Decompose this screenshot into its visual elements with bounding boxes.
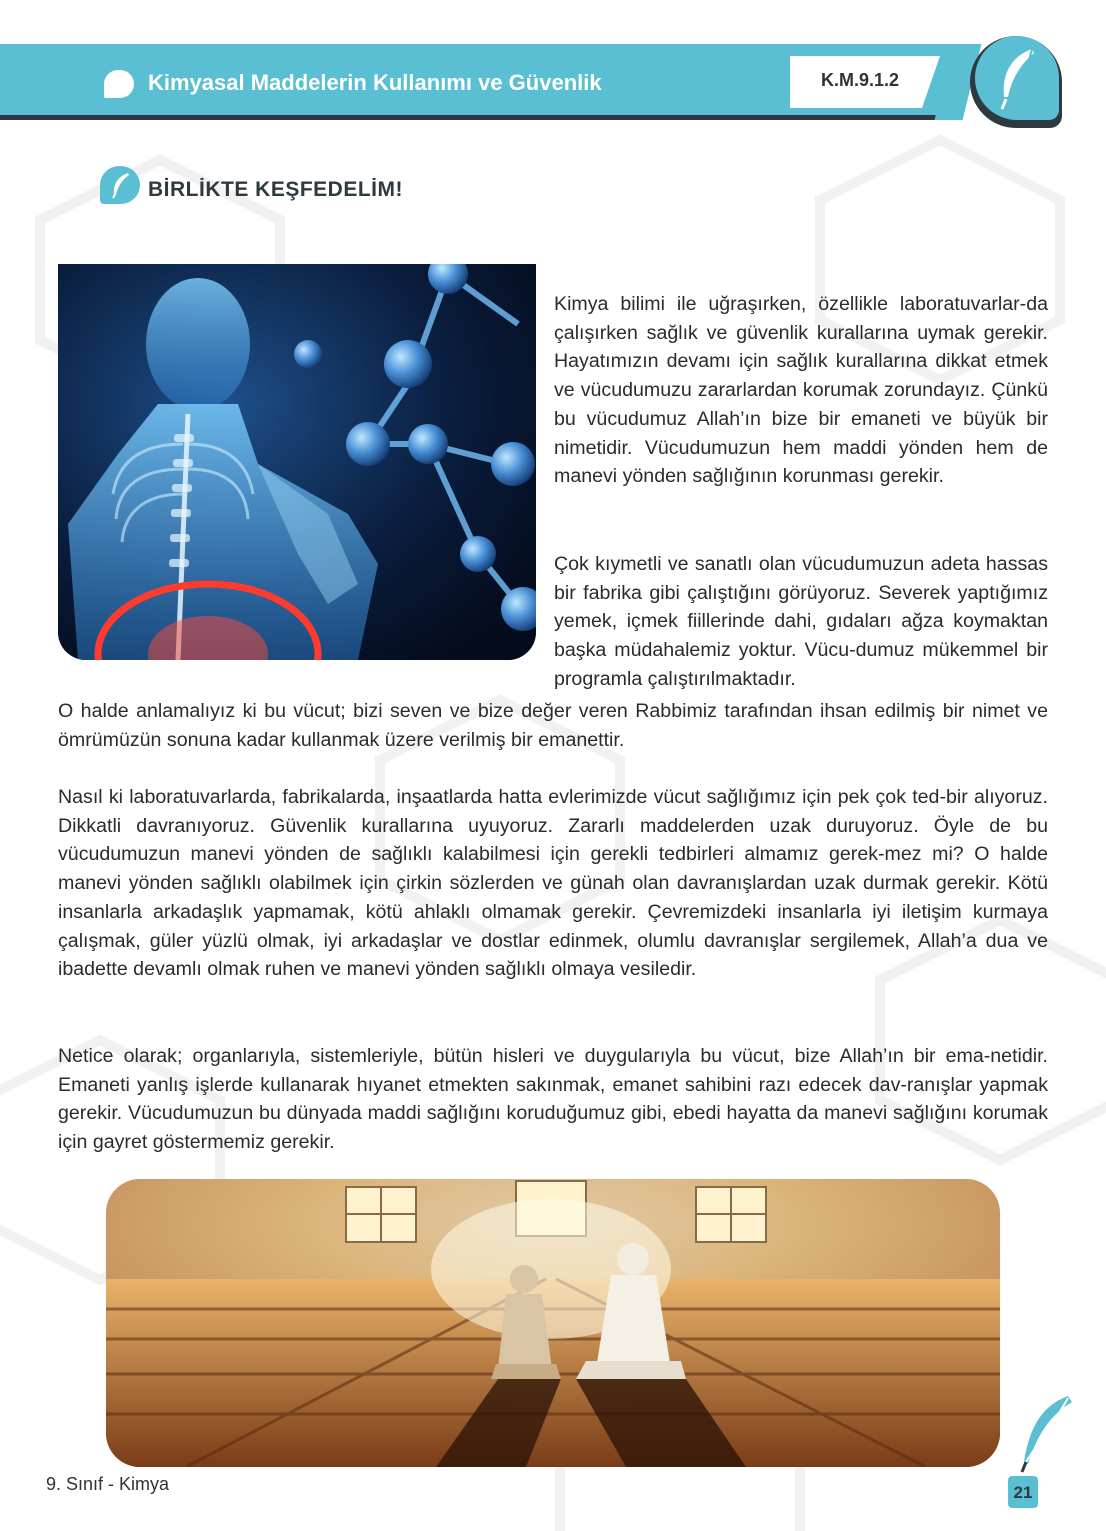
quill-icon bbox=[100, 166, 140, 204]
paragraph-1: Kimya bilimi ile uğraşırken, özellikle laboratuvarlar-da çalışırken sağlık ve güvenlik kurallarına uymak gerekir. Hayatımızın devamı için sağlık kurallarına dikkat etmek ve vücudumuzu zararlardan korumak zorundayız. Çünkü bu vücudumuz Allah’ın bize bir emaneti ve büyük bir nimetidir. Vücudumuzun hem maddi yönden hem de manevi yönden sağlığının korunması gerekir. bbox=[554, 293, 1048, 488]
section-title: BİRLİKTE KEŞFEDELİM! bbox=[148, 178, 403, 201]
paragraph-4: Netice olarak; organlarıyla, sistemleriyle, bütün hisleri ve duygularıyla bu vücut, bize Allah’ın bir ema-netidir. Emaneti yanlış işlerde kullanarak hıyanet etmekten sakınmak, emanet sahibini razı edecek dav-ranışlar yapmak gerekir. Vücudumuzun bu dünyada maddi sağlığını koruduğumuz gibi, ebedi hayatta da manevi sağlığını korumak için gayret göstermemiz gerekir. bbox=[58, 1045, 1048, 1154]
page-number: 21 bbox=[1008, 1476, 1038, 1508]
paragraph-3: Nasıl ki laboratuvarlarda, fabrikalarda, inşaatlarda hatta evlerimizde vücut sağlığımız için pek çok ted-bir alıyoruz. Dikkatli davranıyoruz. Güvenlik kurallarına uyuyoruz. Zararlı maddelerden uzak duruyoruz. Öyle de bu vücudumuzun manevi yönden de sağlıklı kalabilmesi için gerekli tedbirleri almamız gerek-mez mi? O halde manevi yönden sağlıklı olabilmek için çirkin sözlerden ve günah olan davranışlardan uzak durmak gerekir. Kötü insanlarla arkadaşlık yapmamak, kötü ahlaklı olmamak gerekir. Çevremizdeki insanlarla iyi iletişim kurmaya çalışmak, güler yüzlü olmak, iyi arkadaşlar ve dostlar edinmek, olumlu davranışlar sergilemek, Allah’a dua ve ibadette devamlı olmak ruhen ve manevi yönden sağlıklı olmaya vesiledir. bbox=[58, 786, 1048, 981]
chapter-title: Kimyasal Maddelerin Kullanımı ve Güvenlik bbox=[148, 70, 602, 95]
curriculum-code: K.M.9.1.2 bbox=[820, 70, 900, 90]
footer-course-label: 9. Sınıf - Kimya bbox=[46, 1474, 170, 1494]
human-body-molecule-image bbox=[58, 264, 536, 660]
quill-icon bbox=[975, 36, 1059, 120]
mosque-prayer-image bbox=[106, 1179, 1000, 1467]
quill-inkwell-icon bbox=[1000, 1392, 1080, 1482]
paragraph-2a: Çok kıymetli ve sanatlı olan vücudumuzun adeta hassas bir fabrika gibi çalıştığını görüyoruz. Severek yaptığımız yemek, içmek fiillerinde dahi, gıdaları ağza koymaktan başka müdahalemiz yoktur. Vücu-dumuz mükemmel bir programla çalıştırılmaktadır. bbox=[554, 553, 1048, 690]
paragraph-2b: O halde anlamalıyız ki bu vücut; bizi seven ve bize değer veren Rabbimiz tarafından ihsan edilmiş bir nimet ve ömrümüzün sonuna kadar kullanmak üzere verilmiş bir emanettir. bbox=[58, 700, 1048, 751]
speech-bubble-icon bbox=[104, 70, 134, 98]
